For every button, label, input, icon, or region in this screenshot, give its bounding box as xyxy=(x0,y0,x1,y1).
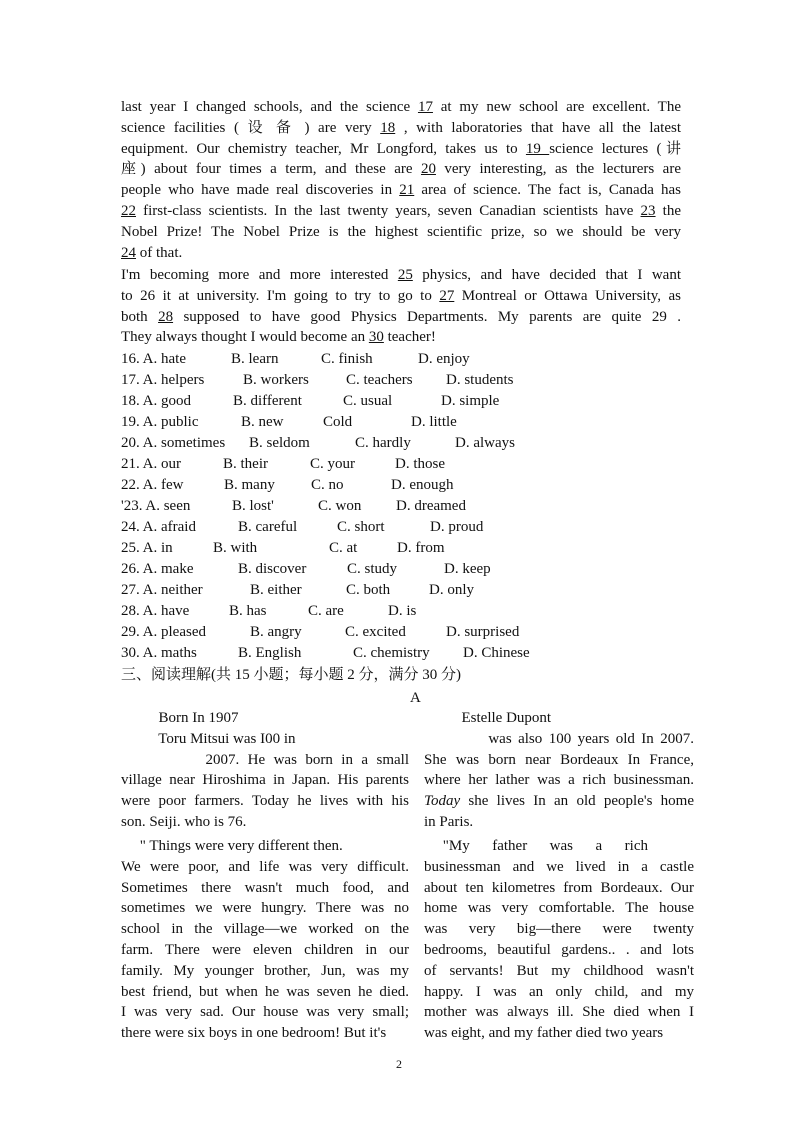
option-d: D. is xyxy=(388,603,417,619)
option-d: D. surprised xyxy=(446,624,520,640)
option-b: B. different xyxy=(233,393,302,409)
option-c: C. study xyxy=(347,561,398,577)
left-column-line: 2007. He was born in a small xyxy=(121,751,409,768)
option-b: B. either xyxy=(250,582,302,598)
option-b: B. many xyxy=(224,477,275,493)
option-d: D. Chinese xyxy=(463,645,530,661)
passage-line: to 26 it at university. I'm going to try to go to 27 Montreal or Ottawa University, as xyxy=(121,287,682,304)
right-column-line: of servants! But my childhood wasn't xyxy=(424,962,694,979)
right-column-line: Today she lives In an old people's home xyxy=(424,793,694,810)
passage-line: Nobel Prize! The Nobel Prize is the highest scientific prize, so we should be very xyxy=(121,223,681,240)
passage-line: both 28 supposed to have good Physics Departments. My parents are quite 29 . xyxy=(121,308,681,325)
passage-line: I'm becoming more and more interested 25 physics, and have decided that I want xyxy=(121,267,681,283)
section-title: 三、阅读理解(共 15 小题；每小题 2 分，满分 30 分) xyxy=(121,667,461,683)
option-c: Cold xyxy=(323,414,353,430)
option-a: 30. A. maths xyxy=(121,645,197,661)
left-column-line: " Things were very different then. xyxy=(121,838,343,854)
option-d: D. students xyxy=(446,372,514,388)
option-d: D. enjoy xyxy=(418,351,470,367)
option-c: C. teachers xyxy=(346,372,413,388)
right-column-story xyxy=(424,836,694,1044)
option-c: C. short xyxy=(337,519,385,535)
right-column-line: where her lather was a rich businessman. xyxy=(424,772,694,789)
option-d: D. from xyxy=(397,540,445,556)
option-b: B. new xyxy=(241,414,284,430)
option-a: 25. A. in xyxy=(121,540,173,556)
option-c: C. at xyxy=(329,540,358,556)
option-a: 17. A. helpers xyxy=(121,372,205,388)
left-column-line: school in the village—we worked on the xyxy=(121,921,409,938)
option-b: B. English xyxy=(238,645,302,661)
left-column-intro xyxy=(121,708,409,833)
option-c: C. hardly xyxy=(355,435,411,451)
option-b: B. discover xyxy=(238,561,307,577)
left-column-line: Sometimes there wasn't much food, and xyxy=(121,879,409,896)
passage-line: 座) about four times a term, and these are 20 very interesting, as the lecturers are xyxy=(121,161,681,178)
right-column-line: home was very comfortable. The house xyxy=(424,900,694,917)
option-b: B. their xyxy=(223,456,268,472)
cloze-passage-paragraph-1 xyxy=(121,97,681,263)
right-column-line: was eight, and my father died two years xyxy=(424,1025,664,1042)
left-column-line: son. Seiji. who is 76. xyxy=(121,813,247,830)
passage-line: people who have made real discoveries in 21 area of science. The fact is, Canada has xyxy=(121,182,681,199)
left-column-line: sometimes we were hungry. There was no xyxy=(121,900,409,917)
left-column-story xyxy=(121,836,409,1044)
passage-line: 24 of that. xyxy=(121,244,183,261)
right-column-line: was very big—there were twenty xyxy=(424,921,694,938)
option-b: B. with xyxy=(213,540,258,556)
right-column-line: in Paris. xyxy=(424,813,474,830)
left-column-line: farm. There were eleven children in our xyxy=(121,941,409,958)
left-column-line: Toru Mitsui was I00 in xyxy=(121,730,296,747)
right-column-line: happy. I was an only child, and my xyxy=(424,983,694,1000)
option-a: '23. A. seen xyxy=(121,498,191,514)
option-d: D. dreamed xyxy=(396,498,466,514)
option-b: B. workers xyxy=(243,372,309,388)
page-number: 2 xyxy=(396,1057,402,1071)
passage-line: science facilities ( 设 备 ) are very 18 , with laboratories that have all the latest xyxy=(121,119,681,136)
option-b: B. seldom xyxy=(249,435,310,451)
option-d: D. proud xyxy=(430,519,484,535)
option-a: 22. A. few xyxy=(121,477,184,493)
option-d: D. little xyxy=(411,414,457,430)
right-column-line: "My father was a rich xyxy=(424,838,648,854)
left-column-line: village near Hiroshima in Japan. His parents xyxy=(121,772,409,789)
option-d: D. only xyxy=(429,582,474,598)
cloze-passage-paragraph-2 xyxy=(121,265,681,348)
option-c: C. are xyxy=(308,603,344,619)
right-column-intro xyxy=(424,708,694,833)
option-a: 27. A. neither xyxy=(121,582,203,598)
left-column-line: there were six boys in one bedroom! But it's xyxy=(121,1025,387,1042)
passage-line: They always thought I would become an 30 teacher! xyxy=(121,329,436,346)
right-column-line: bedrooms, beautiful gardens.. . and lots xyxy=(424,941,694,958)
passage-line: equipment. Our chemistry teacher, Mr Longford, takes us to 19 science lectures (讲 xyxy=(121,140,681,157)
option-c: C. chemistry xyxy=(353,645,430,661)
option-a: 29. A. pleased xyxy=(121,624,206,640)
passage-line: last year I changed schools, and the science 17 at my new school are excellent. The xyxy=(121,99,682,115)
option-b: B. has xyxy=(229,603,267,619)
option-d: D. enough xyxy=(391,477,454,493)
left-column-line: family. My younger brother, Jun, was my xyxy=(121,962,409,979)
option-a: 20. A. sometimes xyxy=(121,435,226,451)
left-column-line: I was very sad. Our house was very small; xyxy=(121,1004,409,1021)
option-b: B. learn xyxy=(231,351,279,367)
option-a: 24. A. afraid xyxy=(121,519,196,535)
option-c: C. excited xyxy=(345,624,406,640)
right-column-line: businessman and we lived in a castle xyxy=(424,858,694,875)
option-b: B. lost' xyxy=(232,498,274,514)
option-a: 16. A. hate xyxy=(121,351,186,367)
option-c: C. finish xyxy=(321,351,373,367)
option-c: C. both xyxy=(346,582,391,598)
option-a: 18. A. good xyxy=(121,393,192,409)
left-column-line: were poor farmers. Today he lives with his xyxy=(121,793,409,810)
left-column-line: Born In 1907 xyxy=(121,710,239,726)
left-column-line: best friend, but when he was seven he died. xyxy=(121,983,409,1000)
option-d: D. simple xyxy=(441,393,500,409)
option-c: C. usual xyxy=(343,393,393,409)
option-a: 19. A. public xyxy=(121,414,199,430)
option-a: 21. A. our xyxy=(121,456,181,472)
right-column-line: about ten kilometres from Bordeaux. Our xyxy=(424,879,694,896)
right-column-line: Estelle Dupont xyxy=(424,710,552,726)
option-c: C. won xyxy=(318,498,362,514)
option-d: D. always xyxy=(455,435,515,451)
left-column-line: We were poor, and life was very difficult. xyxy=(121,858,409,875)
option-c: C. your xyxy=(310,456,355,472)
option-b: B. careful xyxy=(238,519,298,535)
option-a: 28. A. have xyxy=(121,603,190,619)
option-d: D. keep xyxy=(444,561,491,577)
right-column-line: She was born near Bordeaux In France, xyxy=(424,751,694,768)
option-d: D. those xyxy=(395,456,445,472)
right-column-line: mother was always ill. She died when I xyxy=(424,1004,694,1021)
option-c: C. no xyxy=(311,477,344,493)
option-a: 26. A. make xyxy=(121,561,194,577)
right-column-line: was also 100 years old In 2007. xyxy=(424,730,694,747)
passage-letter: A xyxy=(410,690,421,706)
option-b: B. angry xyxy=(250,624,302,640)
passage-line: 22 first-class scientists. In the last twenty years, seven Canadian scientists have 23 the xyxy=(121,202,681,219)
